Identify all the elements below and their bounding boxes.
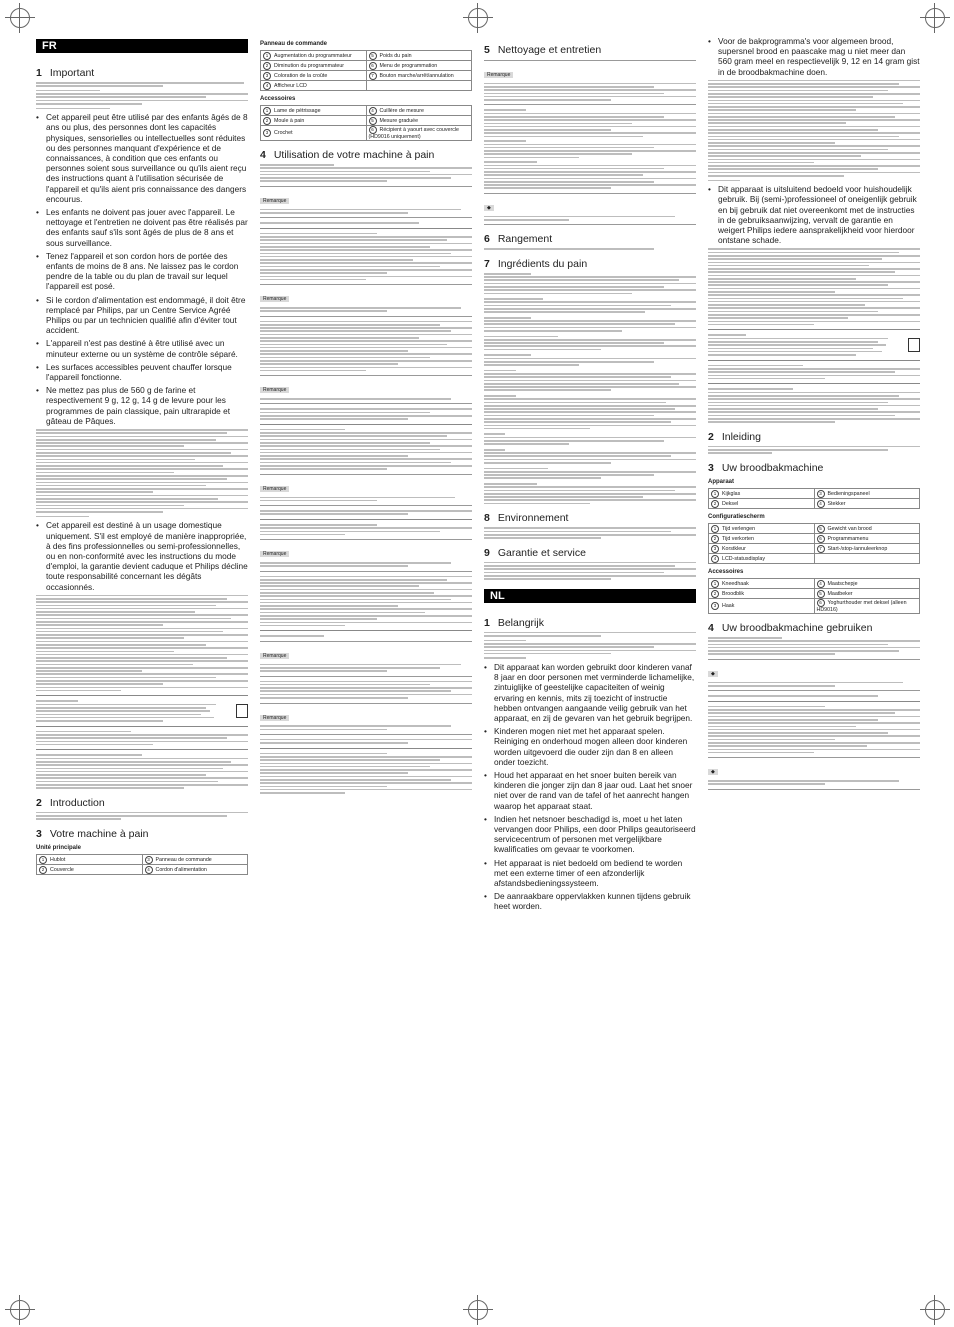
nl-section-1-heading: 1 Belangrijk [484,616,544,629]
divider [708,383,920,384]
section-7-heading: 7 Ingrédients du pain [484,257,588,270]
text-placeholder [484,161,696,189]
subheading: Panneau de commande [260,41,328,47]
text-placeholder [708,388,920,422]
note-box: ◆ [708,659,920,691]
warning-bullet: • Les enfants ne doivent pas jouer avec l'appareil. Le nettoyage et l'entretien ne doivent pas être réalisés par des enfants sauf s'ils sont âgés de plus de 8 ans et sous surveillance. [36,207,248,248]
note-box: Remarque [260,703,472,735]
note-box: ◆ [708,757,920,789]
note-box: Remarque [260,284,472,316]
warning-bullet: • Dit apparaat is uitsluitend bedoeld voor huishoudelijk gebruik. Bij (semi-)professioneel of oneigenlijk gebruik en bij gebruik dat niet overeenkomt met de instructies in de gebruiksaanwijzing, vervalt de garantie en weigert Philips iedere aansprakelijkheid voor hierdoor ontstane schade. [708,184,920,245]
text-placeholder [708,637,920,655]
warning-bullet: • Dit apparaat kan worden gebruikt door kinderen vanaf 8 jaar en door personen met verminderde lichamelijke, zintuiglijke of geestelijke capaciteiten of weinig ervaring en kennis, mits zij toezicht of instructie hebben ontvangen aangaande veilig gebruik van het apparaat, en zij de gevaren van het gebruik begrijpen. [484,662,696,723]
text-placeholder [260,321,472,372]
text-placeholder [484,632,696,659]
accessories-table: 1 Lame de pétrissage 4 Cuillère de mesure 2 Moule à pain 5 Mesure graduée 3 Crochet 6 Récipient à yaourt avec couvercle (HD9016 uniquement) [260,105,472,141]
text-placeholder [484,273,696,504]
note-box: Remarque [260,641,472,677]
text-placeholder [260,164,472,182]
text-placeholder [36,731,248,746]
subheading: Apparaat [708,479,735,485]
text-placeholder [36,516,248,518]
text-placeholder [484,248,696,250]
text-placeholder [36,812,248,820]
divider [708,701,920,702]
subheading: Unité principale [36,845,82,852]
registration-mark-top-right [925,8,945,28]
text-placeholder [484,109,696,137]
text-placeholder [260,510,472,515]
registration-mark-bottom-right [925,1300,945,1320]
warning-bullet: • Cet appareil peut être utilisé par des enfants âgés de 8 ans ou plus, des personnes dont les capacités physiques, sensorielles ou intellectuelles sont réduites ou des personnes manquant d'expérience et de connaissances, à condition que ces enfants ou personnes soient sous surveillance ou qu'ils aient reçu des instructions quant à l'utilisation sécurisée de l'appareil et qu'ils aient pris connaissance des dangers encourus. [36,112,248,204]
warning-bullet: • De aanraakbare oppervlakken kunnen tijdens gebruik heet worden. [484,891,696,911]
nl-section-3-heading: 3 Uw broodbakmachine [708,462,824,474]
text-placeholder [260,233,472,281]
text-placeholder [36,108,248,110]
note-box: Remarque [260,375,472,404]
text-placeholder [36,82,248,87]
appliance-table: 1 Kijkglas 3 Bedieningspaneel 2 Deksel 4 Stekker [708,488,920,509]
divider [260,519,472,520]
text-placeholder [260,524,472,535]
note-box: Remarque [260,474,472,506]
text-placeholder [260,739,472,744]
column-4 [708,36,920,1311]
section-1-heading: 1 Important [36,67,95,79]
subheading: Configuratiescherm [708,514,765,520]
section-2-heading: 2 Introduction [36,796,105,809]
column-2 [260,36,472,1311]
control-panel-table: 1 Augmentation du programmateur 5 Poids du pain 2 Diminution du programmateur 6 Menu de programmation 3 Coloration de la croûte 7 Bouton marche/arrêt/annulation 4 Afficheur LCD [260,50,472,91]
warning-bullet: • Si le cordon d'alimentation est endommagé, il doit être remplacé par Philips, par un Centre Service Agréé Philips ou par un technicien qualifié afin d'éviter tout accident. [36,295,248,336]
section-5-heading: 5 Nettoyage et entretien [484,44,602,56]
text-placeholder [260,222,472,224]
text-placeholder [708,446,920,454]
text-placeholder [484,140,696,158]
note-box: Remarque [260,539,472,571]
divider [260,228,472,229]
text-placeholder [260,429,472,470]
recycle-bin-icon [908,338,920,352]
text-placeholder [36,700,248,721]
divider [260,424,472,425]
divider [260,748,472,749]
warning-bullet: • Cet appareil est destiné à un usage domestique uniquement. S'il est employé de manière inappropriée, à des fins professionnelles ou semi-professionnelles, ou en non-conformité avec les instructions du mode d'emploi, la garantie devient caduque et Philips décline toute responsabilité concernant les dégâts occasionnés. [36,520,248,591]
section-8-heading: 8 Environnement [484,512,569,525]
control-panel-table: 1 Tijd verlengen 5 Gewicht van brood 2 Tijd verkorten 6 Programmamenu 3 Korstkleur 7 Start-/stop-/annuleerknop 4 LCD-statusdisplay [708,523,920,564]
warning-bullet: • Het apparaat is niet bedoeld om bediend te worden met een externe timer of een afzonderlijk afstandsbedieningssysteem. [484,858,696,889]
text-placeholder [708,180,920,182]
registration-mark-bottom-left [10,1300,30,1320]
nl-section-4-heading: 4 Uw broodbakmachine gebruiken [708,622,873,634]
recycle-bin-icon [236,704,248,718]
warning-bullet: • Ne mettez pas plus de 560 g de farine et respectivement 9 g, 12 g, 14 g de levure pour les programmes de pain classique, pain ultrarapide et gâteau de Pâques. [36,385,248,426]
subheading: Accessoires [708,569,744,575]
text-placeholder [708,695,920,697]
section-6-heading: 6 Rangement [484,233,553,246]
text-placeholder [708,248,920,325]
text-placeholder [708,334,920,355]
section-9-heading: 9 Garantie et service [484,546,586,559]
column-3 [484,36,696,1311]
warning-bullet: • Indien het netsnoer beschadigd is, moet u het laten vervangen door Philips, een door Philips geautoriseerd servicecentrum of personen met vergelijkbare kwalificaties om gevaar te voorkomen. [484,814,696,855]
divider [36,695,248,696]
tip-box: ◆ [484,193,696,225]
text-placeholder [260,576,472,627]
accessories-table: 1 Kneedhaak 4 Maatschepje 2 Broodblik 5 Maatbeker 3 Haak 6 Yoghurthouder met deksel (alleen HD9016) [708,578,920,614]
text-placeholder [36,429,248,513]
warning-bullet: • Houd het apparaat en het snoer buiten bereik van kinderen die jonger zijn dan 8 jaar oud. Laat het snoer niet over de rand van de tafel of het aanrecht hangen waarop het apparaat staat. [484,770,696,811]
divider [260,630,472,631]
warning-bullet: • Voor de bakprogramma's voor algemeen brood, supersnel brood en paascake mag u niet meer dan 560 gram meel en respectievelijk 9, 12 en 14 gram gist in de broodbakmachine doen. [708,36,920,77]
warning-bullet: • Les surfaces accessibles peuvent chauffer lorsque l'appareil fonctionne. [36,362,248,382]
language-label-nl: NL [484,589,696,603]
text-placeholder [708,80,920,177]
text-placeholder [708,706,920,754]
column-1 [36,36,248,1311]
text-placeholder [708,365,920,380]
warning-bullet: • Kinderen mogen niet met het apparaat spelen. Reiniging en onderhoud mogen alleen door kinderen worden uitgevoerd die ouder zijn dan 8 en alleen onder toezicht. [484,726,696,767]
text-placeholder [260,681,472,699]
section-4-heading: 4 Utilisation de votre machine à pain [260,149,435,161]
divider [36,726,248,727]
parts-table: 1 Hublot 3 Panneau de commande 2 Couvercle 4 Cordon d'alimentation [36,854,248,875]
note-box: Remarque [260,186,472,218]
text-placeholder [484,527,696,538]
nl-section-2-heading: 2 Inleiding [708,430,761,443]
warning-bullet: • Tenez l'appareil et son cordon hors de portée des enfants de moins de 8 ans. Ne laissez pas le cordon pendre de la table ou du plan de travail sur lequel l'appareil est posé. [36,251,248,292]
text-placeholder [36,754,248,788]
subheading: Accessoires [260,96,296,102]
text-placeholder [260,635,472,637]
section-3-heading: 3 Votre machine à pain [36,828,149,841]
text-placeholder [484,562,696,580]
divider [708,360,920,361]
divider [708,329,920,330]
divider [36,749,248,750]
registration-mark-top-left [10,8,30,28]
text-placeholder [260,408,472,419]
warning-bullet: • L'appareil n'est pas destiné à être utilisé avec un minuteur externe ou un système de contrôle séparé. [36,338,248,358]
text-placeholder [36,90,248,105]
text-placeholder [36,595,248,692]
note-box: Remarque [484,60,696,105]
registration-mark-top-center [468,8,488,28]
language-label-fr: FR [36,39,248,53]
text-placeholder [260,753,472,794]
